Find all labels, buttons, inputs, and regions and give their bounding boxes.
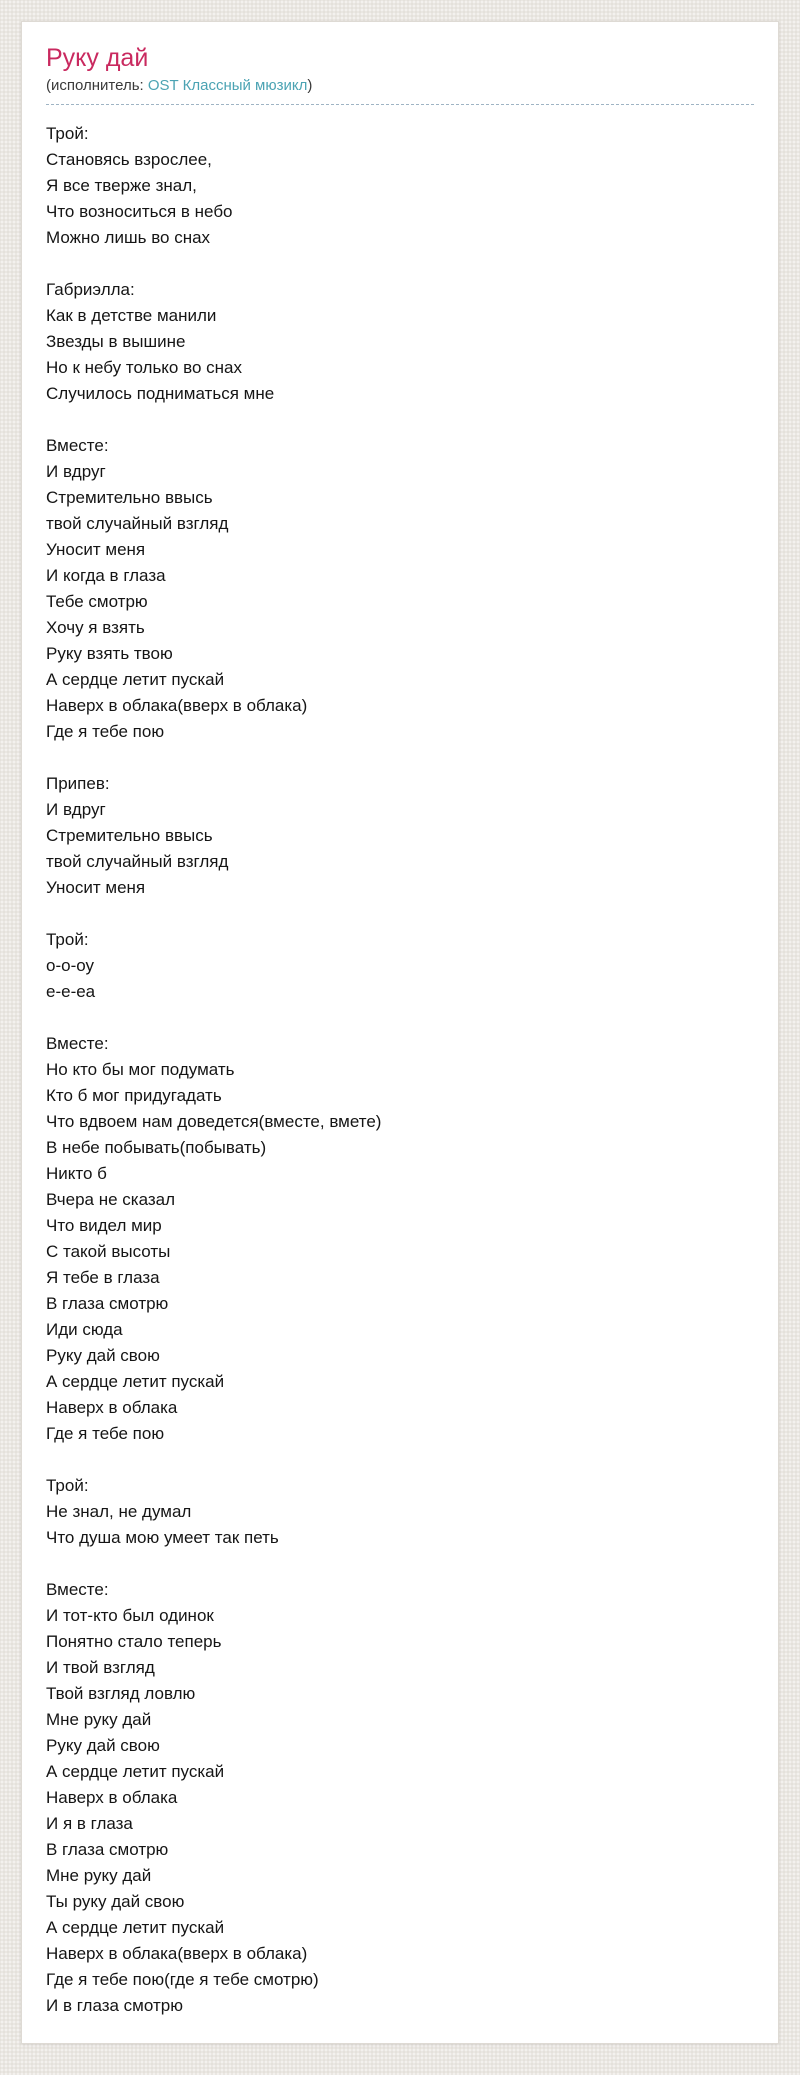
lyric-line: Что возноситься в небо: [46, 201, 233, 221]
lyric-line: Хочу я взять: [46, 617, 145, 637]
lyric-line: Руку взять твою: [46, 643, 173, 663]
lyric-line: Стремительно ввысь: [46, 487, 213, 507]
stanza: [46, 433, 754, 745]
stanza-label: Вместе:: [46, 435, 109, 455]
stanza: [46, 1473, 754, 1551]
lyric-line: Не знал, не думал: [46, 1501, 192, 1521]
lyric-line: И тот-кто был одинок: [46, 1605, 214, 1625]
lyric-line: А сердце летит пускай: [46, 1761, 225, 1781]
lyric-line: Становясь взрослее,: [46, 149, 212, 169]
lyric-line: В глаза смотрю: [46, 1293, 169, 1313]
lyric-line: И твой взгляд: [46, 1657, 155, 1677]
lyrics-text: [46, 121, 754, 2019]
lyric-line: Тебе смотрю: [46, 591, 148, 611]
lyric-line: Я тебе в глаза: [46, 1267, 160, 1287]
stanza: [46, 1031, 754, 1447]
artist-link[interactable]: OST Классный мюзикл: [147, 76, 308, 94]
stanza: [46, 1577, 754, 2019]
lyric-line: Уносит меня: [46, 539, 146, 559]
stanza-label: Трой:: [46, 1475, 89, 1495]
lyric-line: А сердце летит пускай: [46, 1371, 225, 1391]
lyric-line: Что вдвоем нам доведется(вместе, вмете): [46, 1111, 382, 1131]
lyric-line: И когда в глаза: [46, 565, 166, 585]
lyric-line: И вдруг: [46, 461, 106, 481]
lyric-line: Где я тебе пою: [46, 721, 165, 741]
lyric-line: А сердце летит пускай: [46, 669, 225, 689]
lyric-line: твой случайный взгляд: [46, 851, 229, 871]
lyric-line: Но к небу только во снах: [46, 357, 242, 377]
lyric-line: Как в детстве манили: [46, 305, 217, 325]
lyric-line: А сердце летит пускай: [46, 1917, 225, 1937]
lyric-line: Стремительно ввысь: [46, 825, 213, 845]
lyric-line: твой случайный взгляд: [46, 513, 229, 533]
lyric-line: Где я тебе пою: [46, 1423, 165, 1443]
lyric-line: Звезды в вышине: [46, 331, 186, 351]
lyric-line: Можно лишь во снах: [46, 227, 211, 247]
artist-line-prefix: (исполнитель:: [46, 76, 148, 94]
lyric-line: Мне руку дай: [46, 1709, 152, 1729]
lyric-line: е-е-еа: [46, 981, 96, 1001]
artist-line: [46, 77, 754, 105]
lyric-line: о-о-оу: [46, 955, 94, 975]
lyric-line: Мне руку дай: [46, 1865, 152, 1885]
lyric-line: Случилось подниматься мне: [46, 383, 275, 403]
lyric-line: Наверх в облака: [46, 1787, 178, 1807]
page-title: Руку дай: [46, 44, 149, 72]
stanza: [46, 927, 754, 1005]
stanza-label: Трой:: [46, 929, 89, 949]
stanza-label: Вместе:: [46, 1033, 109, 1053]
lyric-line: И я в глаза: [46, 1813, 133, 1833]
lyric-line: И в глаза смотрю: [46, 1995, 183, 2015]
lyric-line: Руку дай свою: [46, 1735, 160, 1755]
stanza-label: Вместе:: [46, 1579, 109, 1599]
lyric-line: Наверх в облака: [46, 1397, 178, 1417]
lyric-line: Но кто бы мог подумать: [46, 1059, 235, 1079]
lyric-line: С такой высоты: [46, 1241, 171, 1261]
stanza-label: Габриэлла:: [46, 279, 135, 299]
lyric-line: Что душа мою умеет так петь: [46, 1527, 279, 1547]
lyric-line: Твой взгляд ловлю: [46, 1683, 196, 1703]
lyric-line: Никто б: [46, 1163, 107, 1183]
lyric-line: Вчера не сказал: [46, 1189, 176, 1209]
stanza: [46, 277, 754, 407]
lyric-line: И вдруг: [46, 799, 106, 819]
lyric-line: Что видел мир: [46, 1215, 162, 1235]
stanza-label: Трой:: [46, 123, 89, 143]
lyric-line: Ты руку дай свою: [46, 1891, 185, 1911]
artist-line-suffix: ): [307, 76, 313, 94]
lyric-line: В глаза смотрю: [46, 1839, 169, 1859]
lyric-line: Понятно стало теперь: [46, 1631, 222, 1651]
stanza: [46, 121, 754, 251]
lyric-line: Я все тверже знал,: [46, 175, 197, 195]
lyric-line: Иди сюда: [46, 1319, 123, 1339]
stanza-label: Припев:: [46, 773, 110, 793]
lyric-line: В небе побывать(побывать): [46, 1137, 267, 1157]
lyric-line: Уносит меня: [46, 877, 146, 897]
lyric-line: Руку дай свою: [46, 1345, 160, 1365]
stanza: [46, 771, 754, 901]
lyric-line: Где я тебе пою(где я тебе смотрю): [46, 1969, 319, 1989]
lyric-line: Наверх в облака(вверх в облака): [46, 1943, 308, 1963]
lyric-line: Наверх в облака(вверх в облака): [46, 695, 308, 715]
lyrics-card: [21, 21, 779, 2044]
lyric-line: Кто б мог придугадать: [46, 1085, 222, 1105]
